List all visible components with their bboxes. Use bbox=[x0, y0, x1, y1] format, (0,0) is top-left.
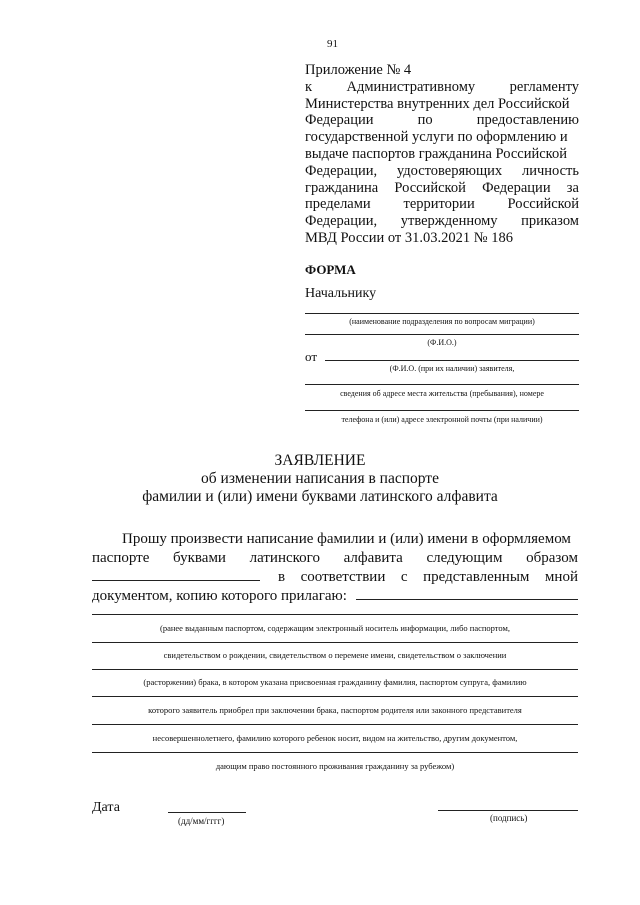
request-line-3-text bbox=[278, 568, 578, 587]
note-caption: (ранее выданным паспортом, содержащим электронный носитель информации, либо паспортом, bbox=[160, 623, 510, 633]
request-word: с bbox=[400, 569, 408, 585]
addressee-chief: Начальнику bbox=[305, 286, 377, 301]
annex-word: территории bbox=[403, 196, 475, 213]
note-line[interactable] bbox=[92, 724, 578, 725]
note-line[interactable] bbox=[92, 669, 578, 670]
annex-line bbox=[305, 163, 579, 180]
note-line[interactable] bbox=[92, 642, 578, 643]
note-caption: свидетельством о рождении, свидетельством о перемене имени, свидетельством о заключении bbox=[163, 650, 507, 660]
from-label: от bbox=[305, 349, 318, 364]
request-line-4 bbox=[92, 587, 578, 606]
annex-word: приказом bbox=[521, 213, 579, 230]
request-word: в bbox=[278, 569, 286, 585]
annex-word: по bbox=[417, 112, 433, 129]
document-subtitle-2: фамилии и (или) имени буквами латинского алфавита bbox=[142, 488, 498, 505]
annex-word: Приложение № 4 bbox=[305, 62, 412, 78]
fio-caption: (Ф.И.О.) bbox=[427, 338, 457, 347]
annex-line bbox=[305, 112, 579, 129]
request-word: паспорте bbox=[92, 550, 150, 566]
annex-word: Федерации, bbox=[305, 213, 378, 230]
annex-word: Административному bbox=[346, 78, 476, 95]
phone-caption: телефона и (или) адресе электронной почты (при наличии) bbox=[341, 415, 543, 424]
page-number: 91 bbox=[327, 38, 338, 50]
annex-word: Федерации bbox=[305, 112, 374, 129]
fio-line bbox=[305, 334, 579, 335]
annex-word: личность bbox=[521, 162, 579, 179]
annex-line bbox=[305, 96, 579, 113]
annex-line bbox=[305, 62, 579, 79]
annex-word: Федерации bbox=[482, 179, 551, 196]
annex-word: утвержденному bbox=[400, 213, 498, 230]
annex-word: государственной услуги по оформлению и bbox=[305, 129, 568, 146]
note-line[interactable] bbox=[92, 696, 578, 697]
note-caption: которого заявитель приобрел при заключении брака, паспортом родителя или законного представителя bbox=[148, 705, 522, 715]
annex-line bbox=[305, 180, 579, 197]
applicant-line bbox=[325, 360, 579, 361]
note-caption: дающим право постоянного проживания гражданину за рубежом) bbox=[215, 761, 455, 771]
annex-word: гражданина bbox=[305, 179, 379, 196]
annex-word: предоставлению bbox=[476, 112, 579, 129]
annex-word: удостоверяющих bbox=[396, 162, 503, 179]
form-label: ФОРМА bbox=[305, 262, 356, 277]
document-subtitle-1: об изменении написания в паспорте bbox=[201, 470, 439, 487]
annex-word: Российской bbox=[394, 179, 466, 196]
address-caption: сведения об адресе места жительства (пребывания), номере bbox=[340, 389, 544, 398]
annex-word: Министерства внутренних дел Российской bbox=[305, 95, 570, 112]
request-line-1: Прошу произвести написание фамилии и (или) имени в оформляемом bbox=[122, 531, 571, 547]
annex-word: за bbox=[566, 179, 579, 196]
request-word: представленным bbox=[423, 569, 530, 585]
phone-line bbox=[305, 410, 579, 411]
subdivision-caption: (наименование подразделения по вопросам миграции) bbox=[349, 317, 535, 326]
request-word: алфавита bbox=[343, 550, 403, 566]
request-paragraph bbox=[92, 530, 578, 606]
request-line-2 bbox=[92, 549, 578, 568]
annex-line bbox=[305, 146, 579, 163]
note-caption: несовершеннолетнего, фамилию которого ребенок носит, видом на жительство, другим документом, bbox=[152, 733, 518, 743]
request-word: образом bbox=[526, 550, 578, 566]
subdivision-line bbox=[305, 313, 579, 314]
request-line-3 bbox=[92, 568, 578, 587]
annex-word: Российской bbox=[507, 196, 579, 213]
request-word: латинского bbox=[249, 550, 320, 566]
annex-word: выдаче паспортов гражданина Российской bbox=[305, 145, 568, 162]
latin-name-field[interactable] bbox=[92, 568, 260, 581]
annex-line bbox=[305, 129, 579, 146]
annex-line bbox=[305, 230, 579, 247]
request-word: следующим bbox=[426, 550, 503, 566]
annex-word: Федерации, bbox=[305, 162, 378, 179]
annex-word: к bbox=[305, 78, 313, 95]
request-word: соответствии bbox=[300, 569, 386, 585]
document-copy-field[interactable] bbox=[356, 587, 578, 600]
applicant-caption: (Ф.И.О. (при их наличии) заявителя, bbox=[389, 364, 515, 373]
annex-block bbox=[305, 62, 579, 247]
note-line-0 bbox=[92, 614, 578, 615]
signature-field[interactable] bbox=[438, 810, 578, 811]
annex-line bbox=[305, 79, 579, 96]
annex-word: МВД России от 31.03.2021 № 186 bbox=[305, 229, 513, 246]
annex-line bbox=[305, 213, 579, 230]
annex-word: регламенту bbox=[509, 78, 579, 95]
annex-line bbox=[305, 196, 579, 213]
address-line bbox=[305, 384, 579, 385]
annex-word: пределами bbox=[305, 196, 371, 213]
request-word: буквами bbox=[173, 550, 226, 566]
date-label: Дата bbox=[92, 800, 120, 815]
date-field[interactable] bbox=[168, 812, 246, 813]
signature-caption: (подпись) bbox=[490, 813, 528, 823]
request-word: мной bbox=[544, 569, 578, 585]
note-line[interactable] bbox=[92, 752, 578, 753]
request-line-4-text: документом, копию которого прилагаю: bbox=[92, 588, 347, 604]
document-title: ЗАЯВЛЕНИЕ bbox=[274, 452, 366, 469]
date-caption: (дд/мм/гггг) bbox=[178, 816, 225, 826]
note-caption: (расторжении) брака, в котором указана присвоенная гражданину фамилия, паспортом супруга, фамилию bbox=[143, 677, 527, 687]
